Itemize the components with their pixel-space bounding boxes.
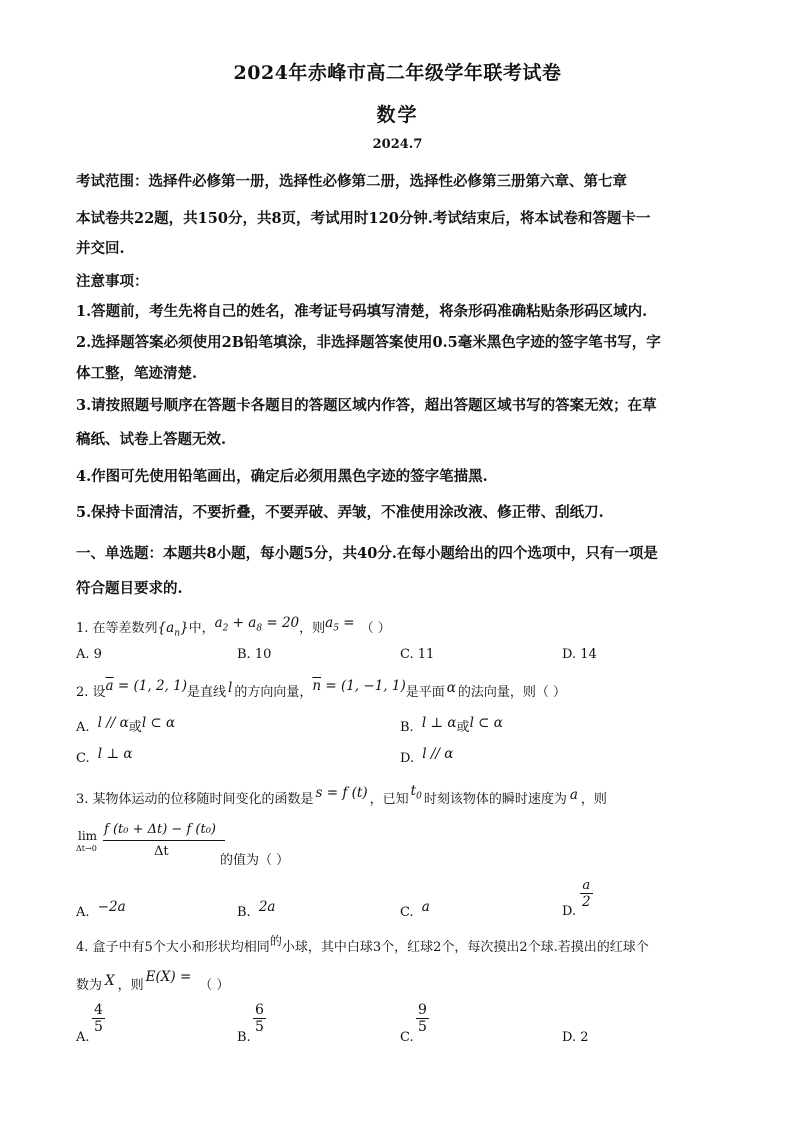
q2-a-expr2: l ⊂ α xyxy=(141,715,176,731)
q4-a-numerator: 4 xyxy=(94,1002,103,1018)
q3-c-expr: a xyxy=(421,899,430,915)
q4-c-numerator: 9 xyxy=(418,1002,427,1018)
q3-denominator: Δt xyxy=(154,844,169,859)
q2-a-or: 或 xyxy=(128,720,142,735)
q2-b-label: B. xyxy=(400,720,414,735)
q4-option-b-label: B. xyxy=(237,1030,251,1045)
q2-c-expr: l ⊥ α xyxy=(97,746,133,762)
q4-option-a-label: A. xyxy=(76,1030,90,1045)
q4-paren: （ ） xyxy=(199,978,230,993)
q3-option-d-label: D. xyxy=(562,904,577,919)
q3-option-c xyxy=(400,899,430,920)
q4-option-b-fraction xyxy=(253,1002,266,1035)
q1-paren: （ ） xyxy=(360,621,391,636)
q2-b-expr1: l ⊥ α xyxy=(421,715,457,731)
q4-text-2: 小球，其中白球3个，红球2个，每次摸出2个球.若摸出的红球个 xyxy=(281,940,649,955)
note-4: 4.作图可先使用铅笔画出，确定后必须用黑色字迹的签字笔描黑. xyxy=(76,468,488,485)
q1-option-d: D. 14 xyxy=(562,647,597,662)
q1-text-1: 1. 在等差数列 xyxy=(76,621,158,636)
q2-text-5: 的法向量，则（ ） xyxy=(457,685,566,700)
q2-vector-a: $\overline{a} = (1$, 2, 1) xyxy=(105,678,187,694)
q4-option-c-fraction xyxy=(416,1002,429,1035)
q2-vector-n: $\overline{n} = (1$, −1, 1) xyxy=(312,678,406,694)
q2-d-label: D. xyxy=(400,751,415,766)
q3-d-numerator: a xyxy=(580,878,593,894)
q4-b-denominator: 5 xyxy=(255,1019,264,1035)
q3-b-label: B. xyxy=(237,905,251,920)
q3-velocity-a: a xyxy=(569,787,578,803)
q3-lim-sub: Δt→0 xyxy=(76,844,97,853)
exam-title: 2024年赤峰市高二年级学年联考试卷 xyxy=(233,62,562,84)
q2-plane-alpha: α xyxy=(446,680,456,696)
q1-text-3: ，则 xyxy=(299,621,326,636)
q3-c-label: C. xyxy=(400,905,414,920)
subject-title: 数学 xyxy=(376,104,419,126)
q3-t0: $t_0$ xyxy=(410,783,422,802)
question-2-stem xyxy=(76,678,566,700)
q1-option-c: C. 11 xyxy=(400,647,435,662)
section-1-heading-line1: 一、单选题：本题共8小题，每小题5分，共40分.在每小题给出的四个选项中，只有一项是 xyxy=(76,545,658,562)
q1-option-b: B. 10 xyxy=(237,647,272,662)
exam-info-line2: 并交回. xyxy=(76,240,125,257)
q3-text-2: ，已知 xyxy=(369,792,409,807)
q2-d-expr: l // α xyxy=(422,746,454,762)
question-4-line1 xyxy=(76,936,649,955)
q1-sequence: $\{a_n\}$ xyxy=(157,620,189,639)
exam-date: 2024.7 xyxy=(372,137,423,152)
q4-b-numerator: 6 xyxy=(255,1002,264,1018)
q4-option-d: D. 2 xyxy=(562,1030,589,1045)
note-2-line2: 体工整，笔迹清楚. xyxy=(76,365,198,382)
note-3-line2: 稿纸、试卷上答题无效. xyxy=(76,431,227,448)
q2-text-3: 的方向向量， xyxy=(234,685,313,700)
q2-line-l: l xyxy=(228,680,233,696)
q1-option-a: A. 9 xyxy=(76,647,102,662)
q3-function: s = f (t) xyxy=(315,785,368,801)
q2-option-b xyxy=(400,716,503,735)
q2-option-c xyxy=(76,746,133,766)
q4-text-4: ，则 xyxy=(117,978,144,993)
note-5: 5.保持卡面清洁，不要折叠，不要弄破、弄皱，不准使用涂改液、修正带、刮纸刀. xyxy=(76,504,604,521)
exam-scope: 考试范围：选择件必修第一册，选择性必修第二册，选择性必修第三册第六章、第七章 xyxy=(76,173,627,190)
q4-a-denominator: 5 xyxy=(94,1019,103,1035)
q4-variable-x: X xyxy=(105,973,115,989)
question-3-stem xyxy=(76,783,607,810)
q2-c-label: C. xyxy=(76,751,90,766)
question-1-stem xyxy=(76,617,391,639)
q3-option-a xyxy=(76,899,126,920)
q3-fraction-bar xyxy=(103,840,225,841)
q4-c-denominator: 5 xyxy=(418,1019,427,1035)
question-4-line2 xyxy=(76,969,230,993)
q3-a-label: A. xyxy=(76,905,90,920)
q2-option-d xyxy=(400,746,454,766)
q2-text-4: 是平面 xyxy=(405,685,445,700)
q4-expectation: E(X) = xyxy=(145,969,192,985)
q3-limit-expression xyxy=(76,822,226,862)
q1-text-2: 中， xyxy=(188,621,215,636)
q3-option-b xyxy=(237,899,276,920)
q2-text-2: 是直线 xyxy=(186,685,226,700)
q3-option-d-fraction xyxy=(580,878,593,910)
q3-text-1: 3. 某物体运动的位移随时间变化的函数是 xyxy=(76,792,314,807)
q4-text-de: 的 xyxy=(269,934,282,948)
q3-a-expr: −2a xyxy=(97,899,126,915)
q2-b-expr2: l ⊂ α xyxy=(469,715,503,731)
q4-text-3: 数为 xyxy=(76,978,103,993)
q3-d-denominator: 2 xyxy=(582,894,591,910)
q3-b-expr: 2a xyxy=(258,899,276,915)
q4-option-a-fraction xyxy=(92,1002,105,1035)
q2-a-expr1: l // α xyxy=(97,715,129,731)
q1-ask: $a_5$ = xyxy=(325,615,355,634)
q1-condition: $a_2 + a_8 = 20$ xyxy=(214,615,300,634)
q3-lim: lim xyxy=(78,829,98,843)
q3-ask: 的值为（ ） xyxy=(220,853,290,868)
note-2-line1: 2.选择题答案必须使用2B铅笔填涂，非选择题答案使用0.5毫米黑色字迹的签字笔书写，字 xyxy=(76,334,661,351)
q3-numerator: f (t₀ + Δt) − f (t₀) xyxy=(104,822,216,837)
exam-info-line1: 本试卷共22题，共150分，共8页，考试用时120分钟.考试结束后，将本试卷和答题卡一 xyxy=(76,210,651,227)
section-1-heading-line2: 符合题目要求的. xyxy=(76,580,183,597)
q4-text-1: 4. 盒子中有5个大小和形状均相同 xyxy=(76,940,270,955)
q3-text-3: 时刻该物体的瞬时速度为 xyxy=(423,792,567,807)
note-3-line1: 3.请按照题号顺序在答题卡各题目的答题区域内作答，超出答题区域书写的答案无效；在草 xyxy=(76,397,657,414)
q2-option-a xyxy=(76,716,175,735)
notes-title: 注意事项： xyxy=(76,273,149,290)
q2-a-label: A. xyxy=(76,720,90,735)
q3-text-4: ，则 xyxy=(580,792,607,807)
q2-text-1: 2. 设 xyxy=(76,685,106,700)
q2-b-or: 或 xyxy=(456,720,470,735)
q4-option-c-label: C. xyxy=(400,1030,414,1045)
note-1: 1.答题前，考生先将自己的姓名，准考证号码填写清楚，将条形码准确粘贴条形码区域内. xyxy=(76,303,648,320)
